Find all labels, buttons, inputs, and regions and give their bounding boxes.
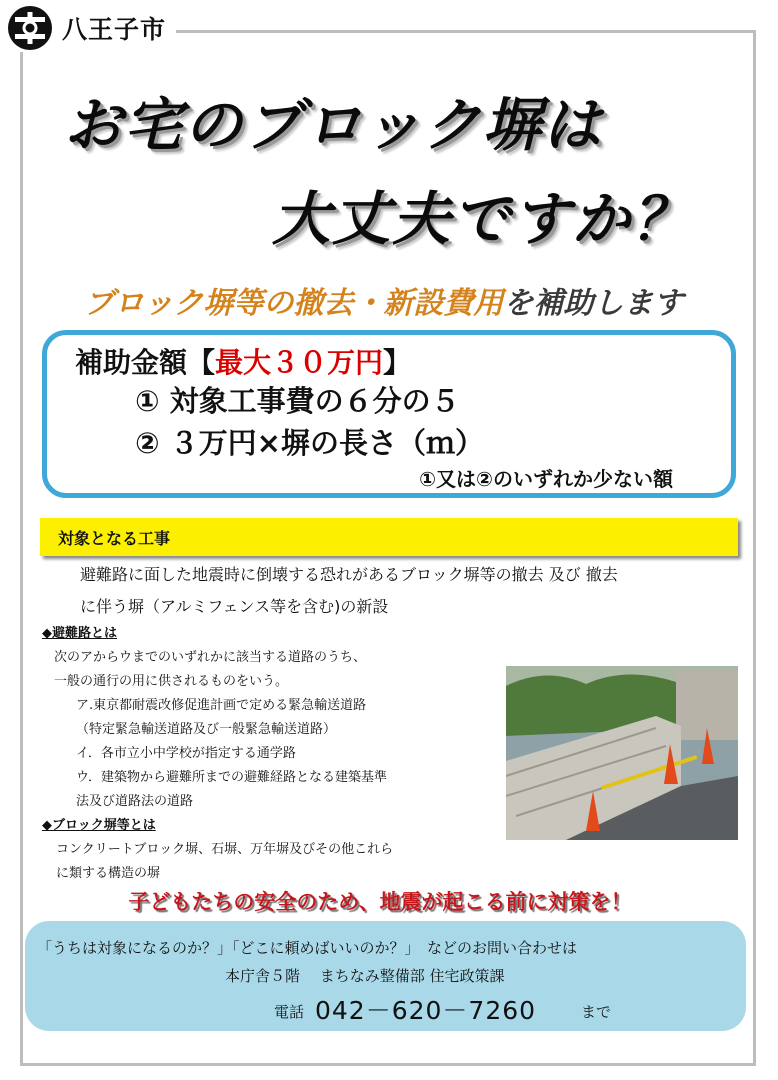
call-to-action: 子どもたちの安全のため、地震が起こる前に対策を！ bbox=[128, 890, 632, 914]
title-line-2: 大丈夫ですか？ bbox=[272, 185, 693, 253]
title-line-1: お宅のブロック塀は bbox=[64, 91, 603, 159]
phone-suffix: まで bbox=[581, 1003, 612, 1021]
subsidy-label-close: 】 bbox=[383, 346, 412, 379]
evacuation-route-line: ア.東京都耐震改修促進計画で定める緊急輸送道路 bbox=[76, 698, 367, 713]
evacuation-route-line: 次のアからウまでのいずれかに該当する道路のうち、 bbox=[54, 650, 367, 665]
subtitle bbox=[84, 278, 683, 322]
target-works-line-1: 避難路に面した地震時に倒壊する恐れがあるブロック塀等の撤去 及び 撤去 bbox=[80, 565, 618, 584]
subsidy-label: 補助金額【 bbox=[75, 346, 216, 379]
subsidy-amount-box bbox=[42, 330, 736, 498]
evacuation-route-line: ウ．建築物から避難所までの避難経路となる建築基準 bbox=[76, 770, 387, 785]
header bbox=[6, 4, 176, 52]
phone-number[interactable]: 042－620－7260 bbox=[315, 996, 537, 1025]
contact-department: 本庁舎５階 まちなみ整備部 住宅政策課 bbox=[225, 967, 505, 985]
collapsed-block-wall-photo bbox=[506, 666, 738, 840]
subsidy-item-1: ① 対象工事費の６分の５ bbox=[135, 384, 460, 418]
subsidy-item-2: ② ３万円×塀の長さ（ｍ） bbox=[135, 426, 484, 460]
subsidy-title bbox=[75, 341, 411, 381]
block-wall-heading: ◆ブロック塀等とは bbox=[42, 818, 156, 833]
target-works-line-2: に伴う塀（アルミフェンス等を含む)の新設 bbox=[80, 597, 389, 616]
block-wall-line: に類する構造の塀 bbox=[56, 866, 161, 881]
contact-inquiry: 「うちは対象になるのか？」「どこに頼めばいいのか？」 などのお問い合わせは bbox=[37, 939, 578, 957]
target-works-heading-bar bbox=[40, 518, 738, 556]
city-name: 八王子市 bbox=[62, 15, 167, 44]
subtitle-highlight: ブロック塀等の撤去・新設費用 bbox=[84, 286, 504, 321]
evacuation-route-line: イ．各市立小中学校が指定する通学路 bbox=[76, 746, 296, 761]
evacuation-route-line: （特定緊急輸送道路及び一般緊急輸送道路） bbox=[76, 722, 337, 737]
evacuation-route-line: 一般の通行の用に供されるものをいう。 bbox=[54, 674, 289, 689]
subtitle-rest: を補助します bbox=[503, 286, 684, 321]
contact-box bbox=[25, 921, 746, 1031]
evacuation-route-line: 法及び道路法の道路 bbox=[76, 794, 194, 809]
subsidy-note: ①又は②のいずれか少ない額 bbox=[419, 467, 673, 491]
phone-label: 電話 bbox=[274, 1003, 305, 1021]
hachioji-city-emblem-icon bbox=[6, 4, 54, 52]
target-works-heading: 対象となる工事 bbox=[58, 529, 171, 548]
block-wall-line: コンクリートブロック塀、石塀、万年塀及びその他これら bbox=[56, 842, 394, 857]
subsidy-max: 最大３０万円 bbox=[215, 346, 384, 379]
evacuation-route-heading: ◆避難路とは bbox=[42, 626, 117, 641]
